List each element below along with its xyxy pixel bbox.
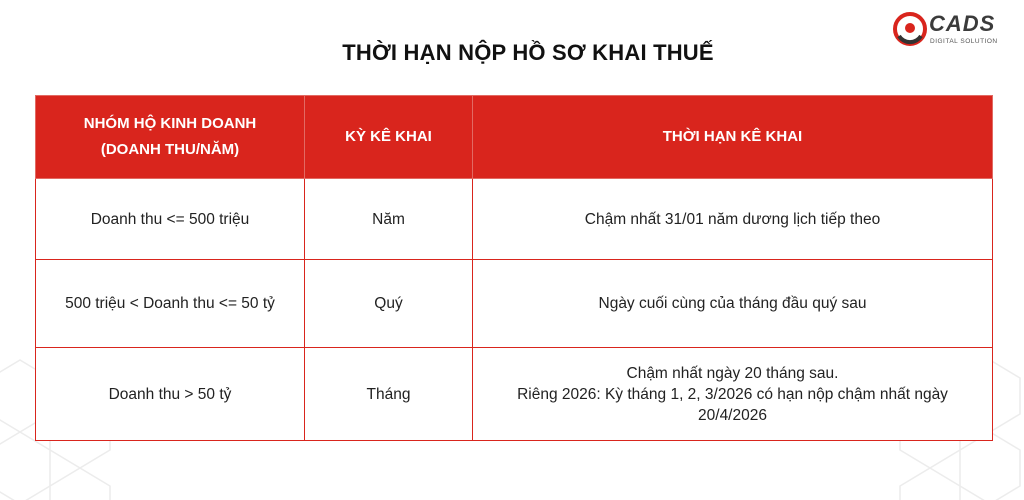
cell-group: Doanh thu > 50 tỷ — [36, 348, 305, 441]
cell-period: Quý — [305, 260, 473, 348]
deadline-line: Chậm nhất ngày 20 tháng sau. — [626, 364, 839, 382]
deadline-line: Ngày cuối cùng của tháng đầu quý sau — [598, 295, 867, 312]
cell-deadline — [473, 260, 993, 348]
cell-period: Tháng — [305, 348, 473, 441]
tax-deadline-table — [35, 95, 993, 441]
deadline-line: Riêng 2026: Kỳ tháng 1, 2, 3/2026 có hạn nộp chậm nhất ngày — [517, 385, 948, 403]
header-filing-deadline: THỜI HẠN KÊ KHAI — [473, 96, 993, 179]
table-row — [36, 260, 993, 348]
header-filing-period: KỲ KÊ KHAI — [305, 96, 473, 179]
cell-deadline — [473, 348, 993, 441]
header-business-group-line1: NHÓM HỘ KINH DOANH — [83, 115, 257, 132]
cell-period: Năm — [305, 179, 473, 260]
header-business-group — [36, 96, 305, 179]
table-row — [36, 179, 993, 260]
cell-deadline — [473, 179, 993, 260]
page-title: THỜI HẠN NỘP HỒ SƠ KHAI THUẾ — [342, 40, 714, 65]
table-header-row — [36, 96, 993, 179]
cell-group: 500 triệu < Doanh thu <= 50 tỷ — [36, 260, 305, 348]
table-row — [36, 348, 993, 441]
cell-group: Doanh thu <= 500 triệu — [36, 179, 305, 260]
deadline-line: Chậm nhất 31/01 năm dương lịch tiếp theo — [584, 210, 881, 228]
logo-wordmark: CADS — [929, 11, 996, 36]
header-business-group-line2: (DOANH THU/NĂM) — [100, 141, 240, 158]
logo-tagline: DIGITAL SOLUTION — [930, 38, 998, 45]
deadline-line: 20/4/2026 — [698, 406, 767, 424]
